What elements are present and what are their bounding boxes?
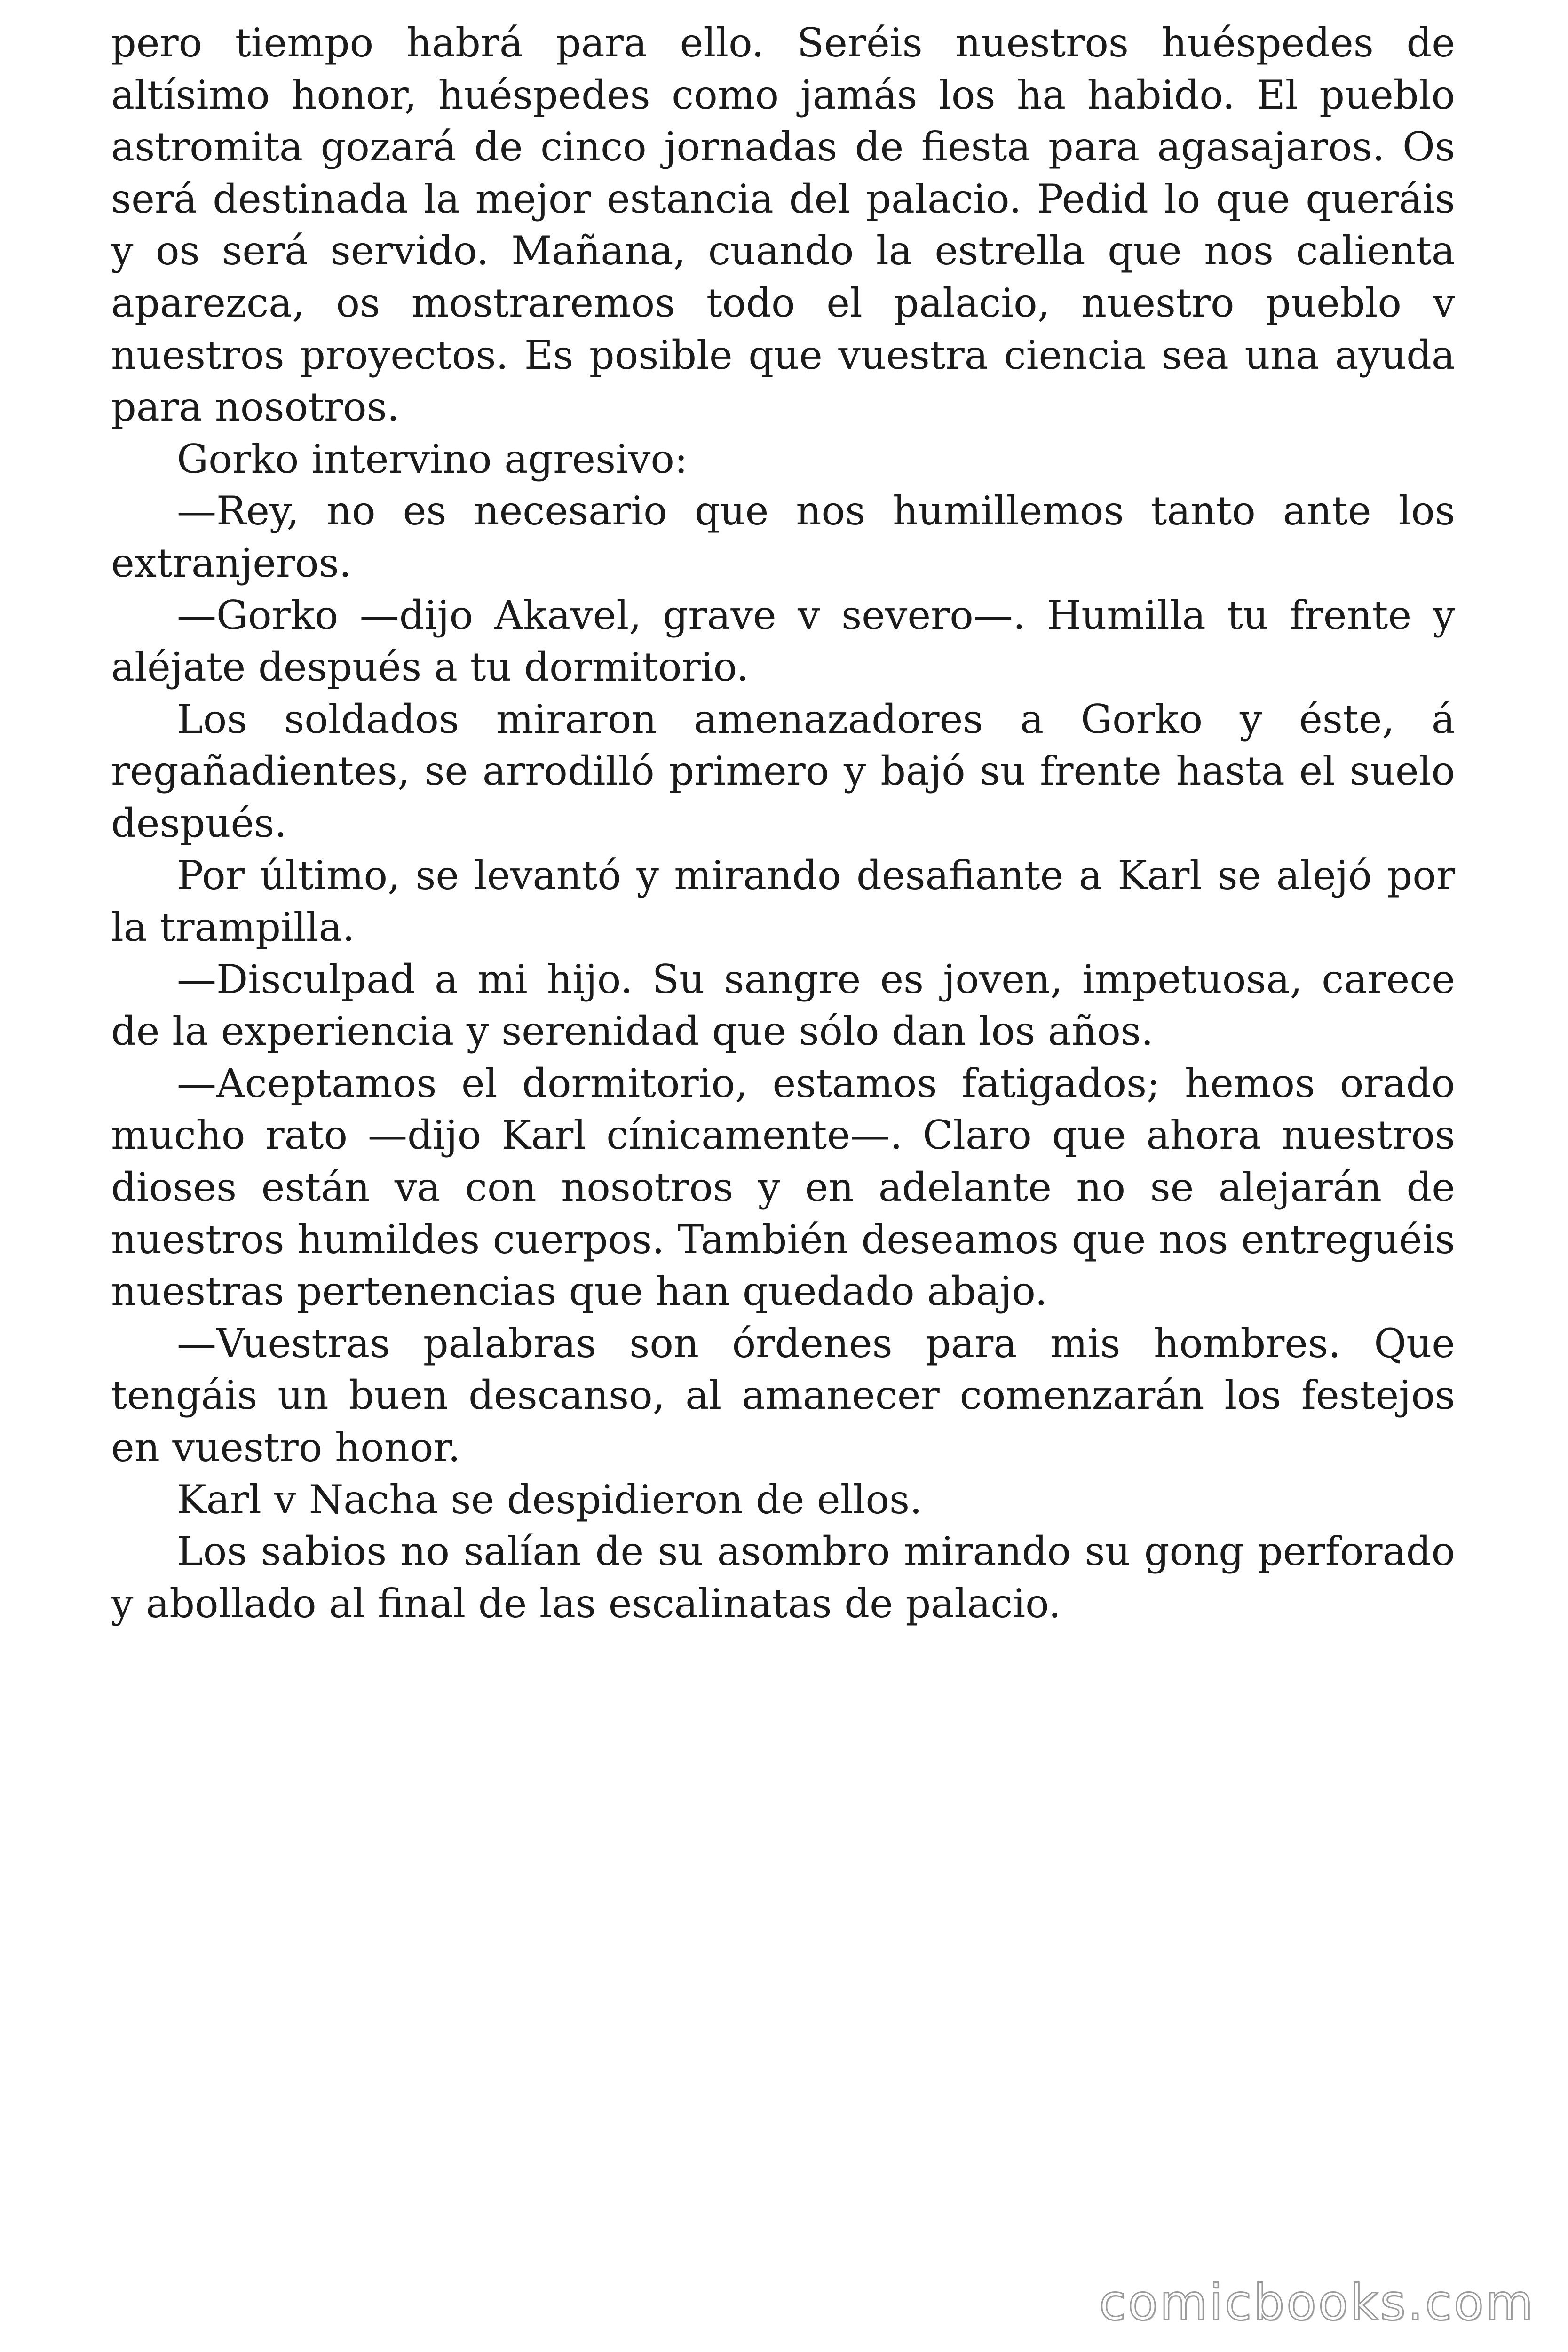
paragraph: Por último, se levantó y mirando desafiante a Karl se alejó por la trampilla. bbox=[111, 852, 1455, 951]
body-text bbox=[111, 17, 1455, 1629]
paragraph: Los sabios no salían de su asombro mirando su gong perforado y abollado al final de las escalinatas de palacio. bbox=[111, 1528, 1455, 1627]
paragraph: Karl v Nacha se despidieron de ellos. bbox=[177, 1476, 922, 1523]
paragraph: —Vuestras palabras son órdenes para mis hombres. Que tengáis un buen descanso, al amanecer comenzarán los festejos en vuestro honor. bbox=[111, 1320, 1455, 1471]
paragraph: Gorko intervino agresivo: bbox=[177, 436, 688, 482]
paragraph: —Aceptamos el dormitorio, estamos fatigados; hemos orado mucho rato —dijo Karl cínicamente—. Claro que ahora nuestros dioses están va con nosotros y en adelante no se alejarán de nuestros humildes cuerpos. También deseamos que nos entreguéis nuestras pertenencias que han quedado abajo. bbox=[111, 1060, 1455, 1315]
paragraph: —Gorko —dijo Akavel, grave v severo—. Humilla tu frente y aléjate después a tu dormitorio. bbox=[111, 592, 1455, 691]
paragraph: —Disculpad a mi hijo. Su sangre es joven, impetuosa, carece de la experiencia y serenidad que sólo dan los años. bbox=[111, 956, 1455, 1055]
watermark: comicbooks.com bbox=[1099, 2274, 1535, 2331]
paragraph: Los soldados miraron amenazadores a Gorko y éste, á regañadientes, se arrodilló primero y bajó su frente hasta el suelo después. bbox=[111, 696, 1455, 846]
paragraph: —Rey, no es necesario que nos humillemos tanto ante los extranjeros. bbox=[111, 488, 1455, 586]
paragraph: pero tiempo habrá para ello. Seréis nuestros huéspedes de altísimo honor, huéspedes como jamás los ha habido. El pueblo astromita gozará de cinco jornadas de fiesta para agasajaros. Os será destinada la mejor estancia del palacio. Pedid lo que queráis y os será servido. Mañana, cuando la estrella que nos calienta aparezca, os mostraremos todo el palacio, nuestro pueblo v nuestros proyectos. Es posible que vuestra ciencia sea una ayuda para nosotros. bbox=[111, 20, 1455, 430]
